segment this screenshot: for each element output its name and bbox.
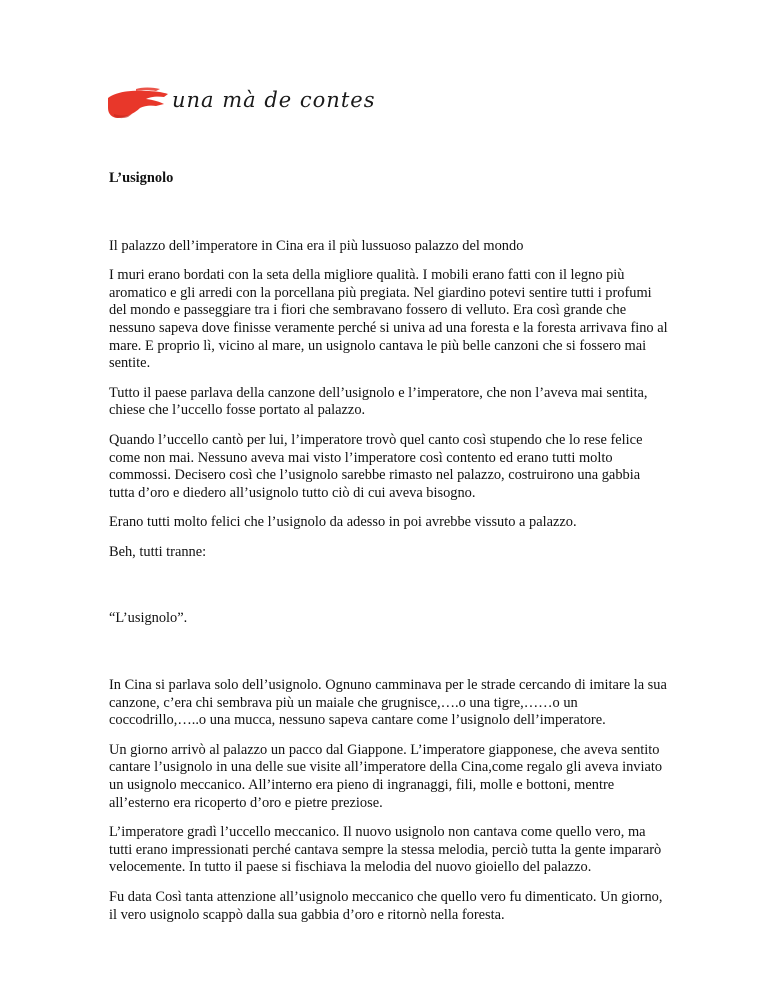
paragraph: I muri erano bordati con la seta della migliore qualità. I mobili erano fatti con il legno più aromatico e gli arredi con la porcellana più pregiata. Nel giardino potevi sentire tutti i profumi del mondo e passeggiare tra i fiori che sembravano fossero di velluto. Era così grande che nessuno sapeva dove finisse veramente perché si univa ad una foresta e la foresta arrivava fino al mare. E proprio lì, vicino al mare, un usignolo cantava le più belle canzoni che si fossero mai sentite. (109, 267, 668, 372)
paragraph: Quando l’uccello cantò per lui, l’imperatore trovò quel canto così stupendo che lo rese felice come non mai. Nessuno aveva mai visto l’imperatore così contento ed erano tutti molto commossi. Decisero così che l’usignolo sarebbe rimasto nel palazzo, costruirono una gabbia tutta d’oro e diedero all’usignolo tutto ciò di cui aveva bisogno. (109, 431, 643, 501)
document-body (109, 170, 669, 936)
brush-stroke-logo-icon (106, 84, 170, 120)
brand-name: una mà de contes (172, 88, 376, 112)
paragraph: “L’usignolo”. (109, 609, 188, 626)
paragraph: Erano tutti molto felici che l’usignolo da adesso in poi avrebbe vissuto a palazzo. (109, 514, 577, 531)
document-title: L’usignolo (109, 170, 174, 186)
brand-logo (106, 84, 376, 124)
paragraph: Il palazzo dell’imperatore in Cina era il più lussuoso palazzo del mondo (109, 237, 524, 254)
paragraph: L’imperatore gradì l’uccello meccanico. Il nuovo usignolo non cantava come quello vero, ma tutti erano impressionati perché cantava sempre la stessa melodia, perciò tutta la gente impararò velocemente. In tutto il paese si fischiava la melodia del nuovo gioiello del palazzo. (109, 824, 662, 876)
paragraph: Beh, tutti tranne: (109, 543, 207, 560)
paragraph: In Cina si parlava solo dell’usignolo. Ognuno camminava per le strade cercando di imitare la sua canzone, c’era chi sembrava più un maiale che grugnisce,….o una tigre,……o un coccodrillo,…..o una mucca, nessuno sapeva cantare come l’usignolo dell’imperatore. (109, 677, 667, 729)
paragraph: Un giorno arrivò al palazzo un pacco dal Giappone. L’imperatore giapponese, che aveva sentito cantare l’usignolo in una delle sue visite all’imperatore della Cina,come regalo gli aveva inviato un usignolo meccanico. All’interno era pieno di ingranaggi, fili, molle e bottoni, mentre all’esterno era ricoperto d’oro e pietre preziose. (109, 741, 663, 811)
paragraph: Fu data Così tanta attenzione all’usignolo meccanico che quello vero fu dimenticato. Un giorno, il vero usignolo scappò dalla sua gabbia d’oro e ritornò nella foresta. (109, 889, 663, 923)
paragraph: Tutto il paese parlava della canzone dell’usignolo e l’imperatore, che non l’aveva mai sentita, chiese che l’uccello fosse portato al palazzo. (109, 384, 648, 419)
